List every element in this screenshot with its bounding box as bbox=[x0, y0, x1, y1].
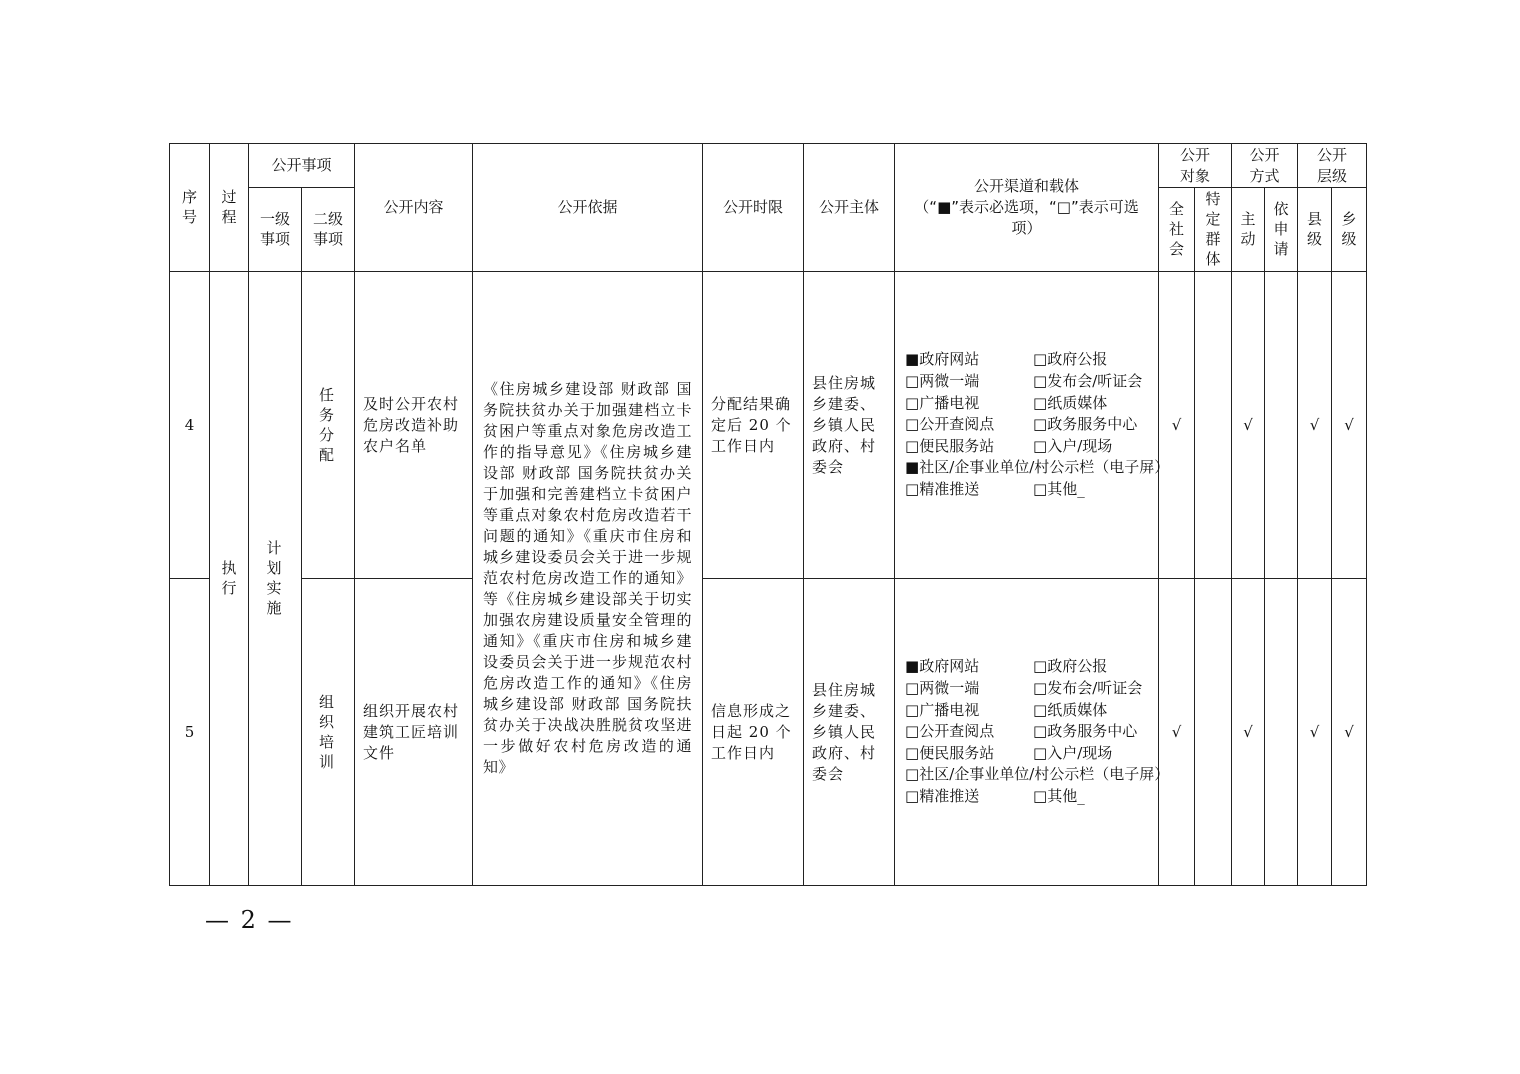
row-seq: 4 bbox=[170, 272, 210, 579]
row-content: 组织开展农村建筑工匠培训文件 bbox=[355, 579, 473, 886]
channel-option: □政务服务中心 bbox=[1033, 415, 1138, 434]
disclosure-table bbox=[169, 143, 1367, 886]
header-channel-title: 公开渠道和载体 bbox=[974, 177, 1080, 195]
header-time-limit: 公开时限 bbox=[703, 144, 804, 272]
header-level2: 二级事项 bbox=[302, 188, 355, 272]
channel-option: □纸质媒体 bbox=[1033, 700, 1108, 719]
channel-option: □两微一端 bbox=[905, 372, 980, 391]
channel-option: □政府公报 bbox=[1033, 657, 1108, 676]
row-channels bbox=[895, 272, 1170, 579]
channel-option: □广播电视 bbox=[905, 700, 980, 719]
page-number: — 2 — bbox=[205, 906, 294, 934]
header-matter-group: 公开事项 bbox=[249, 144, 355, 188]
channel-option: □公开查阅点 bbox=[905, 722, 995, 741]
header-method-active: 主动 bbox=[1232, 188, 1265, 272]
row-level2: 组织培训 bbox=[302, 579, 355, 886]
channel-option: □便民服务站 bbox=[905, 436, 995, 455]
check-level-county: √ bbox=[1298, 579, 1332, 886]
row-time-limit: 分配结果确定后 20 个工作日内 bbox=[703, 272, 804, 579]
header-method-apply: 依申请 bbox=[1265, 188, 1298, 272]
row-subject: 县住房城乡建委、乡镇人民政府、村委会 bbox=[804, 579, 895, 886]
channel-option: □发布会/听证会 bbox=[1033, 372, 1143, 391]
header-target-group: 公开对象 bbox=[1159, 144, 1232, 188]
table-row bbox=[170, 272, 1367, 579]
channel-option: □其他_ bbox=[1033, 479, 1085, 498]
header-subject: 公开主体 bbox=[804, 144, 895, 272]
header-seq: 序号 bbox=[170, 144, 210, 272]
channel-option: □广播电视 bbox=[905, 393, 980, 412]
check-method-active: √ bbox=[1232, 579, 1265, 886]
check-method-apply bbox=[1265, 272, 1298, 579]
header-level1: 一级事项 bbox=[249, 188, 302, 272]
header-target-all: 全社会 bbox=[1159, 188, 1195, 272]
channel-option: ■政府网站 bbox=[905, 657, 980, 676]
check-target-specific bbox=[1195, 272, 1232, 579]
basis-cell: 《住房城乡建设部 财政部 国务院扶贫办关于加强建档立卡贫困户等重点对象危房改造工作的指导意见》《住房城乡建设部 财政部 国务院扶贫办关于加强和完善建档立卡贫困户等重点对象农村危房改造若干问题的通知》《重庆市住房和城乡建设委员会关于进一步规范农村危房改造工作的通知》等《住房城乡建设部关于切实加强农房建设质量安全管理的通知》《重庆市住房和城乡建设委员会关于进一步规范农村危房改造工作的通知》《住房城乡建设部 财政部 国务院扶贫办关于决战决胜脱贫攻坚进一步做好农村危房改造的通知》 bbox=[473, 272, 703, 886]
channel-option: □精准推送 bbox=[905, 479, 980, 498]
check-level-county: √ bbox=[1298, 272, 1332, 579]
row-channels bbox=[895, 579, 1170, 886]
channel-option: □便民服务站 bbox=[905, 743, 995, 762]
channel-option: □入户/现场 bbox=[1033, 743, 1113, 762]
check-level-township: √ bbox=[1332, 272, 1367, 579]
header-process: 过程 bbox=[210, 144, 249, 272]
header-level-group: 公开层级 bbox=[1298, 144, 1367, 188]
check-level-township: √ bbox=[1332, 579, 1367, 886]
header-level-township: 乡级 bbox=[1332, 188, 1367, 272]
channel-option: □纸质媒体 bbox=[1033, 393, 1108, 412]
level1-cell: 计划实施 bbox=[249, 272, 302, 886]
header-channel-note: （“■”表示必选项，“□”表示可选项） bbox=[914, 198, 1139, 237]
channel-option: □政务服务中心 bbox=[1033, 722, 1138, 741]
channel-option: □发布会/听证会 bbox=[1033, 679, 1143, 698]
header-level-county: 县级 bbox=[1298, 188, 1332, 272]
header-content: 公开内容 bbox=[355, 144, 473, 272]
channel-option: □入户/现场 bbox=[1033, 436, 1113, 455]
channel-option: □精准推送 bbox=[905, 786, 980, 805]
header-basis: 公开依据 bbox=[473, 144, 703, 272]
channel-option: ■社区/企事业单位/村公示栏（电子屏） bbox=[905, 458, 1170, 477]
header-method-group: 公开方式 bbox=[1232, 144, 1298, 188]
check-target-all: √ bbox=[1159, 579, 1195, 886]
channel-option: □其他_ bbox=[1033, 786, 1085, 805]
row-subject: 县住房城乡建委、乡镇人民政府、村委会 bbox=[804, 272, 895, 579]
row-seq: 5 bbox=[170, 579, 210, 886]
process-cell: 执行 bbox=[210, 272, 249, 886]
table-row bbox=[170, 579, 1367, 886]
channel-option: □公开查阅点 bbox=[905, 415, 995, 434]
row-level2: 任务分配 bbox=[302, 272, 355, 579]
header-channels bbox=[895, 144, 1159, 272]
header-target-specific: 特定群体 bbox=[1195, 188, 1232, 272]
row-time-limit: 信息形成之日起 20 个工作日内 bbox=[703, 579, 804, 886]
check-method-active: √ bbox=[1232, 272, 1265, 579]
channel-option: □两微一端 bbox=[905, 679, 980, 698]
row-content: 及时公开农村危房改造补助农户名单 bbox=[355, 272, 473, 579]
channel-option: □社区/企事业单位/村公示栏（电子屏） bbox=[905, 765, 1170, 784]
check-target-specific bbox=[1195, 579, 1232, 886]
channel-option: ■政府网站 bbox=[905, 350, 980, 369]
channel-option: □政府公报 bbox=[1033, 350, 1108, 369]
check-method-apply bbox=[1265, 579, 1298, 886]
check-target-all: √ bbox=[1159, 272, 1195, 579]
